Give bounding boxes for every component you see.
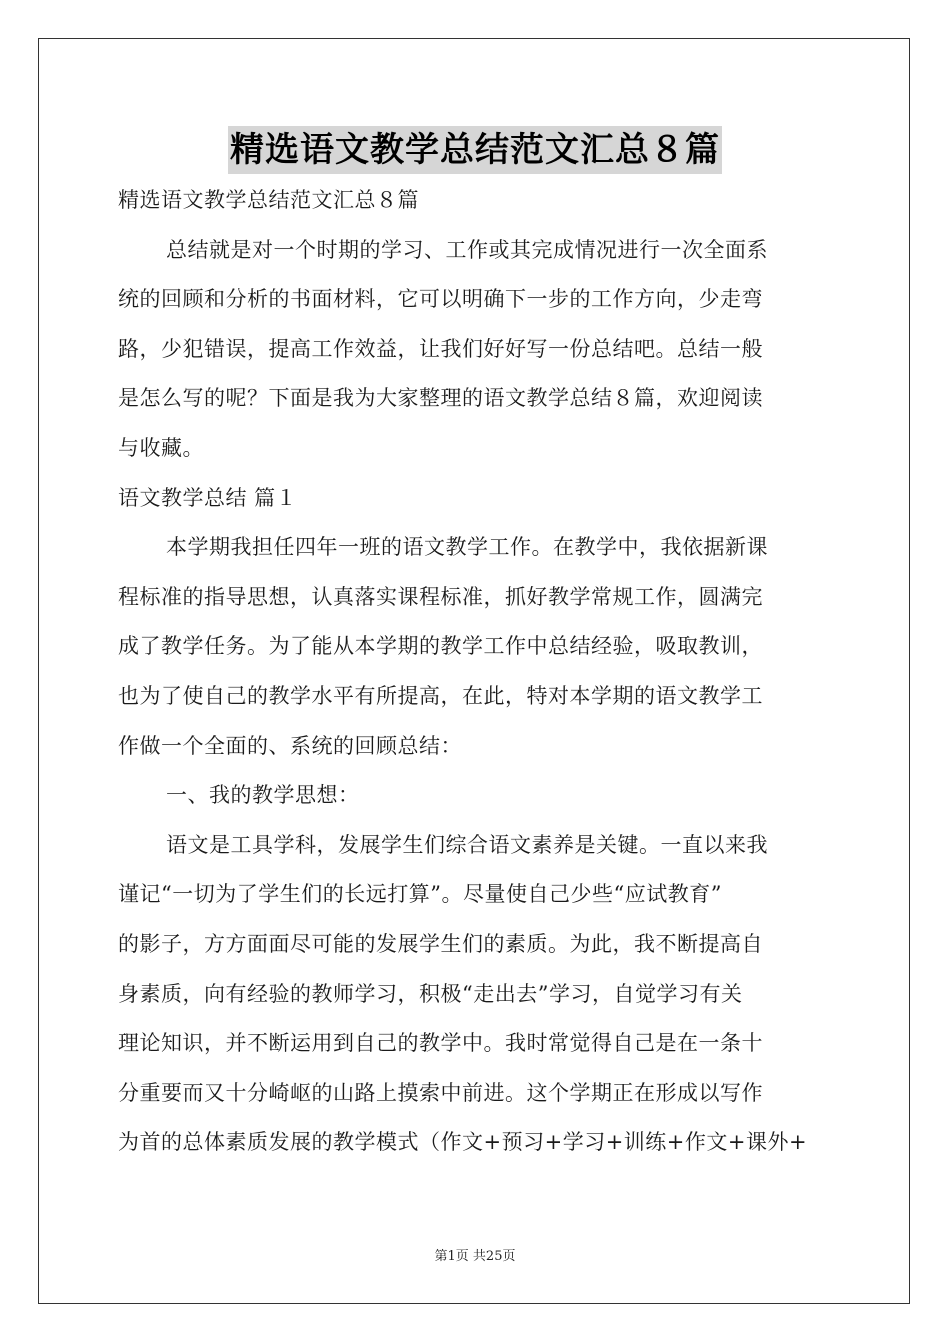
paragraph-line: 身素质，向有经验的教师学习，积极“走出去”学习，自觉学习有关 xyxy=(118,981,743,1006)
paragraph-line: 本学期我担任四年一班的语文教学工作。在教学中，我依据新课 xyxy=(166,535,768,560)
paragraph-line: 是怎么写的呢？下面是我为大家整理的语文教学总结８篇，欢迎阅读 xyxy=(118,386,763,411)
page-footer: 第1页 共25页 xyxy=(434,1249,516,1264)
paragraph-line: 分重要而又十分崎岖的山路上摸索中前进。这个学期正在形成以写作 xyxy=(118,1080,763,1105)
paragraph-line: 谨记“一切为了学生们的长远打算”。尽量使自己少些“应试教育” xyxy=(118,882,722,907)
title-container xyxy=(0,126,950,174)
document-title: 精选语文教学总结范文汇总８篇 xyxy=(228,126,722,174)
section-heading: 语文教学总结 篇１ xyxy=(118,485,298,510)
paragraph-line: 作做一个全面的、系统的回顾总结： xyxy=(118,733,462,758)
paragraph-line: 路，少犯错误，提高工作效益，让我们好好写一份总结吧。总结一般 xyxy=(118,336,763,361)
paragraph-line: 为首的总体素质发展的教学模式（作文+预习+学习+训练+作文+课外+ xyxy=(118,1130,808,1155)
document-body xyxy=(118,176,834,1168)
paragraph-line: 程标准的指导思想，认真落实课程标准，抓好教学常规工作，圆满完 xyxy=(118,584,763,609)
paragraph-line: 理论知识，并不断运用到自己的教学中。我时常觉得自己是在一条十 xyxy=(118,1031,763,1056)
paragraph-line: 语文是工具学科，发展学生们综合语文素养是关键。一直以来我 xyxy=(166,832,768,857)
subsection-heading: 一、我的教学思想： xyxy=(166,783,360,808)
paragraph-line: 统的回顾和分析的书面材料，它可以明确下一步的工作方向，少走弯 xyxy=(118,287,763,312)
paragraph-line: 与收藏。 xyxy=(118,435,204,460)
subtitle-line: 精选语文教学总结范文汇总８篇 xyxy=(118,188,419,212)
paragraph-line: 的影子，方方面面尽可能的发展学生们的素质。为此，我不断提高自 xyxy=(118,931,763,956)
paragraph-line: 成了教学任务。为了能从本学期的教学工作中总结经验，吸取教训， xyxy=(118,634,763,659)
paragraph-line: 也为了使自己的教学水平有所提高，在此，特对本学期的语文教学工 xyxy=(118,683,763,708)
paragraph-line: 总结就是对一个时期的学习、工作或其完成情况进行一次全面系 xyxy=(166,237,768,262)
